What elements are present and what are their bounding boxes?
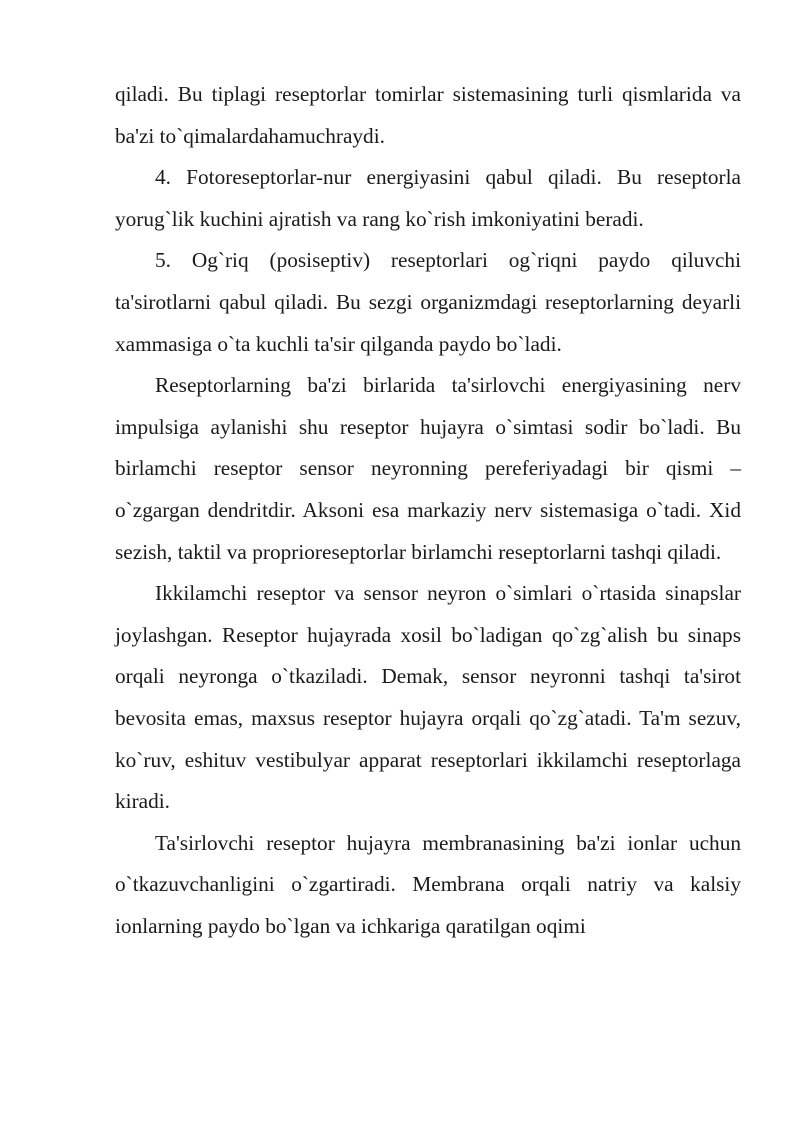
paragraph-continuation: qiladi. Bu tiplagi reseptorlar tomirlar sistemasining turli qismlarida va ba'zi to`qimalardahamuchraydi.	[115, 82, 741, 148]
paragraph-pain-receptors: 5. Og`riq (posiseptiv) reseptorlari og`riqni paydo qiluvchi ta'sirotlarni qabul qiladi. Bu sezgi organizmdagi reseptorlarning deyarli xammasiga o`ta kuchli ta'sir qilganda paydo bo`ladi.	[115, 248, 741, 356]
paragraph-membrane-permeability: Ta'sirlovchi reseptor hujayra membranasining ba'zi ionlar uchun o`tkazuvchanligini o`zgartiradi. Membrana orqali natriy va kalsiy ionlarning paydo bo`lgan va ichkariga qaratilgan oqimi	[115, 830, 741, 938]
paragraph-photoreceptors: 4. Fotoreseptorlar-nur energiyasini qabul qiladi. Bu reseptorla yorug`lik kuchini ajratish va rang ko`rish imkoniyatini beradi.	[115, 165, 741, 231]
paragraph-secondary-receptors: Ikkilamchi reseptor va sensor neyron o`simlari o`rtasida sinapslar joylashgan. Reseptor hujayrada xosil bo`ladigan qo`zg`alish bu sinaps orqali neyronga o`tkaziladi. Demak, sensor neyronni tashqi ta'sirot bevosita emas, maxsus reseptor hujayra orqali qo`zg`atadi. Ta'm sezuv, ko`ruv, eshituv vestibulyar apparat reseptorlari ikkilamchi reseptorlaga kiradi.	[115, 581, 741, 814]
document-page	[115, 74, 741, 947]
paragraph-primary-receptors: Reseptorlarning ba'zi birlarida ta'sirlovchi energiyasining nerv impulsiga aylanishi shu reseptor hujayra o`simtasi sodir bo`ladi. Bu birlamchi reseptor sensor neyronning pereferiyadagi bir qismi – o`zgargan dendritdir. Aksoni esa markaziy nerv sistemasiga o`tadi. Xid sezish, taktil va proprioreseptorlar birlamchi reseptorlarni tashqi qiladi.	[115, 373, 741, 564]
